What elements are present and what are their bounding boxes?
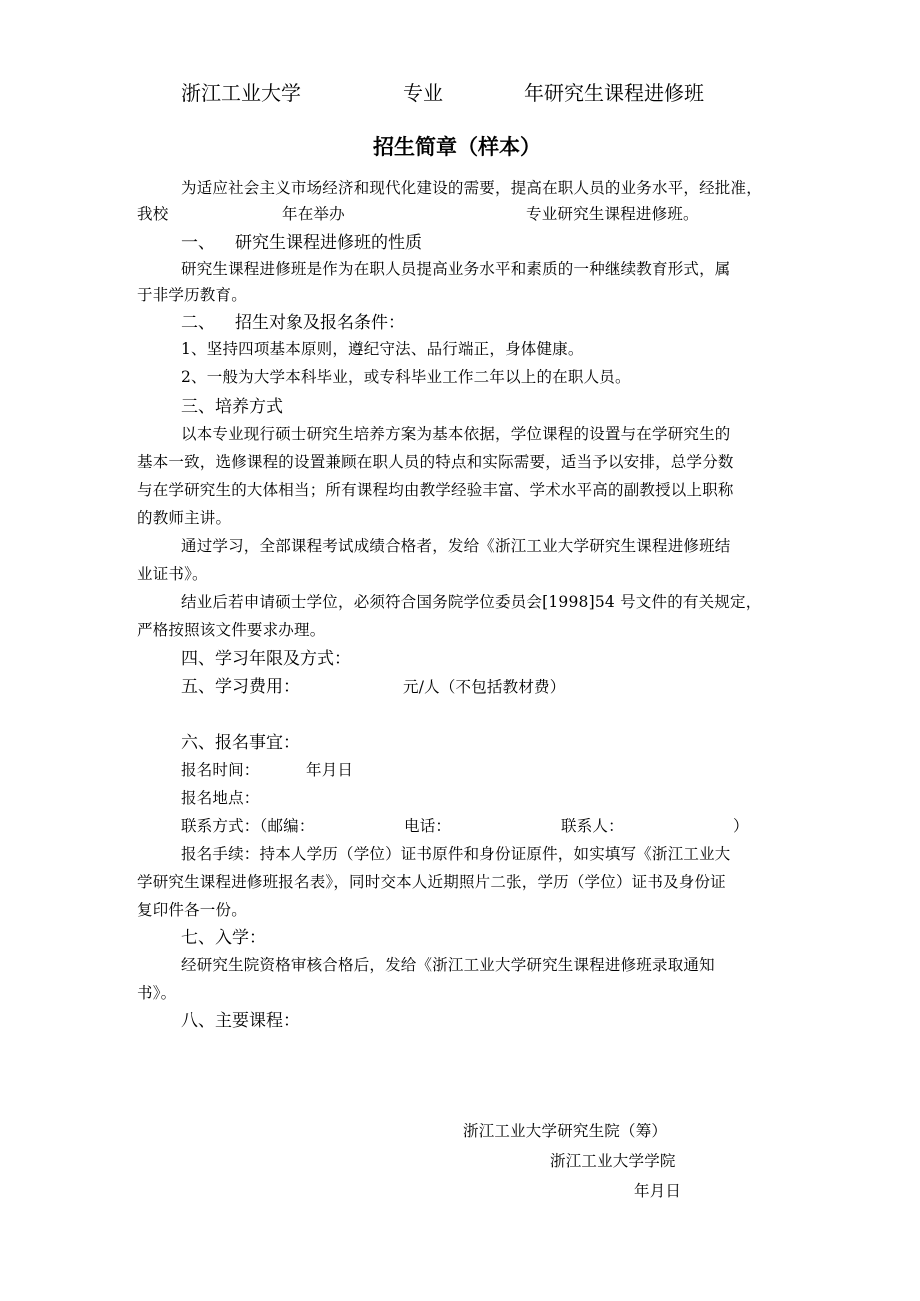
signup-place-label: 报名地点： [181, 789, 260, 807]
section-3-p1-line-4: 的教师主讲。 [137, 509, 232, 527]
header-major-label: 专业 [403, 81, 443, 105]
header-university: 浙江工业大学 [181, 81, 301, 105]
section-3-p3-line-2: 严格按照该文件要求办理。 [137, 621, 326, 639]
section-5-fee: 元/人（不包括教材费） [403, 678, 566, 696]
section-3-title: 三、培养方式 [181, 397, 283, 417]
section-3-p1-line-2: 基本一致，选修课程的设置兼顾在职人员的特点和实际需要，适当予以安排，总学分数 [137, 453, 734, 471]
section-1-number: 一、 [181, 233, 215, 253]
contact-label: 联系方式：（邮编： [181, 817, 315, 835]
section-3-p1-line-1: 以本专业现行硕士研究生培养方案为基本依据，学位课程的设置与在学研究生的 [181, 425, 731, 443]
signup-time-value: 年月日 [306, 761, 354, 779]
section-5-title: 五、学习费用： [181, 677, 300, 697]
section-7-title: 七、入学： [181, 928, 266, 948]
intro-line-1: 为适应社会主义市场经济和现代化建设的需要，提高在职人员的业务水平，经批准， [181, 179, 762, 197]
section-3-p2-line-2: 业证书》。 [137, 565, 208, 583]
contact-person-label: 联系人： [561, 817, 624, 835]
section-4-title: 四、学习年限及方式： [181, 649, 351, 669]
section-2-item-2: 2、一般为大学本科毕业，或专科毕业工作二年以上的在职人员。 [181, 368, 631, 386]
procedure-line-3: 复印件各一份。 [137, 901, 247, 919]
section-2-item-1: 1、坚持四项基本原则，遵纪守法、品行端正，身体健康。 [181, 340, 584, 358]
section-7-line-2: 书》。 [137, 984, 177, 1002]
section-3-p2-line-1: 通过学习，全部课程考试成绩合格者，发给《浙江工业大学研究生课程进修班结 [181, 537, 731, 555]
section-8-title: 八、主要课程： [181, 1011, 300, 1031]
contact-phone-label: 电话： [404, 817, 452, 835]
section-7-line-1: 经研究生院资格审核合格后，发给《浙江工业大学研究生课程进修班录取通知 [181, 956, 715, 974]
section-2-number: 二、 [181, 313, 215, 333]
procedure-line-1: 报名手续：持本人学历（学位）证书原件和身份证原件，如实填写《浙江工业大 [181, 845, 731, 863]
section-1-line-2: 于非学历教育。 [137, 286, 247, 304]
section-3-p3-line-1: 结业后若申请硕士学位，必须符合国务院学位委员会[1998]54 号文件的有关规定， [181, 593, 762, 611]
section-2-title: 招生对象及报名条件： [235, 313, 405, 333]
intro-part-3: 专业研究生课程进修班。 [526, 205, 699, 223]
intro-part-2: 年在举办 [282, 205, 345, 223]
signature-org-1: 浙江工业大学研究生院（筹） [463, 1122, 668, 1140]
signup-time-label: 报名时间： [181, 761, 260, 779]
section-3-p1-line-3: 与在学研究生的大体相当；所有课程均由教学经验丰富、学术水平高的副教授以上职称 [137, 481, 734, 499]
signature-org-2: 浙江工业大学学院 [550, 1152, 676, 1170]
contact-close-paren: ） [733, 817, 749, 835]
intro-part-1: 我校 [137, 205, 169, 223]
header-class-title: 年研究生课程进修班 [524, 81, 704, 105]
section-1-line-1: 研究生课程进修班是作为在职人员提高业务水平和素质的一种继续教育形式，属 [181, 260, 731, 278]
procedure-line-2: 学研究生课程进修班报名表》，同时交本人近期照片二张，学历（学位）证书及身份证 [137, 873, 726, 891]
page-title: 招生简章（样本） [373, 135, 541, 159]
signature-date: 年月日 [634, 1182, 682, 1200]
section-1-title: 研究生课程进修班的性质 [235, 233, 422, 253]
section-6-title: 六、报名事宜： [181, 733, 300, 753]
